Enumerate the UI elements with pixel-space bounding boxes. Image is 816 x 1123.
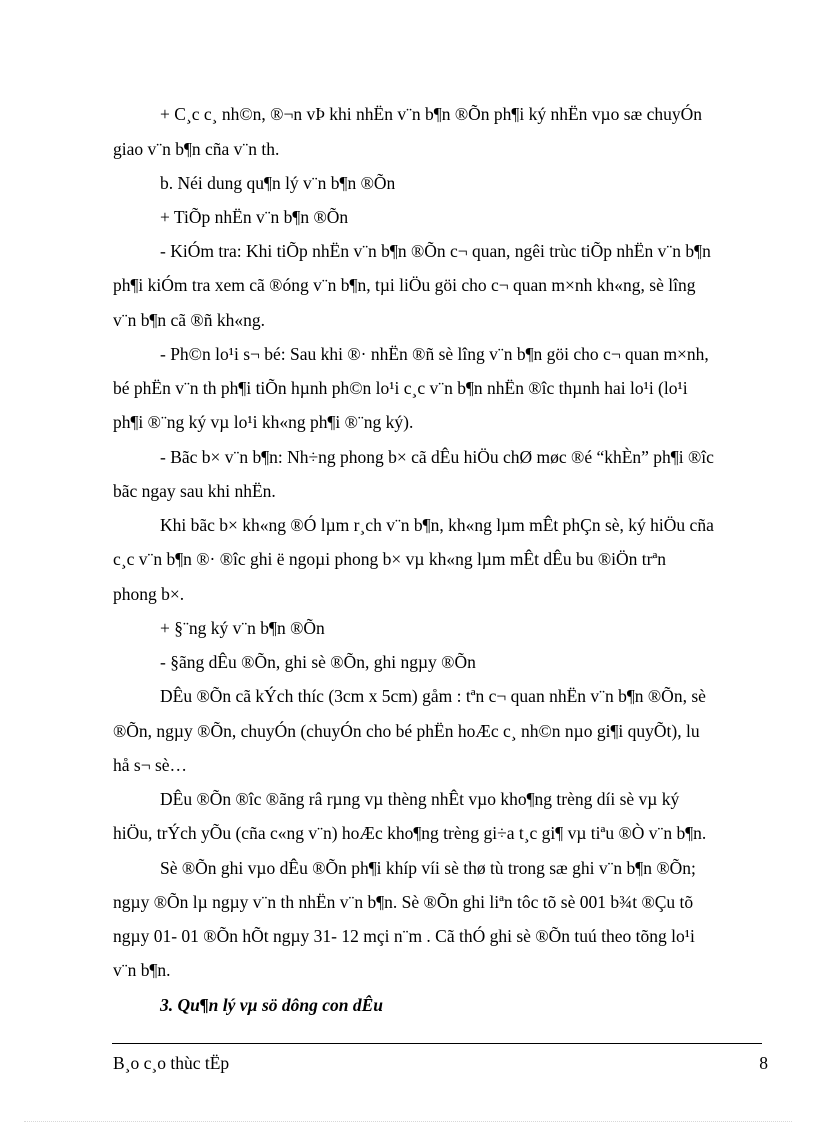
subsection-heading: + TiÕp nhËn v¨n b¶n ®Õn xyxy=(160,207,349,227)
paragraph-line: Khi bãc b× kh«ng ®Ó lµm r¸ch v¨n b¶n, kh«ng lµm mÊt phÇn sè, ký hiÖu cña xyxy=(160,515,714,535)
paragraph-line: ngµy ®Õn lµ ngµy v¨n th nhËn v¨n b¶n. Sè ®Õn ghi liªn tôc tõ sè 001 b¾t ®Çu tõ xyxy=(113,892,694,912)
paragraph-line: ph¶i ®¨ng ký vµ lo¹i kh«ng ph¶i ®¨ng ký). xyxy=(113,412,414,432)
page-number: 8 xyxy=(759,1053,768,1073)
paragraph-line: - Bãc b× v¨n b¶n: Nh÷ng phong b× cã dÊu hiÖu chØ møc ®é “khÈn” ph¶i ®îc xyxy=(160,447,714,467)
paragraph-line: Sè ®Õn ghi vµo dÊu ®Õn ph¶i khíp víi sè thø tù trong sæ ghi v¨n b¶n ®Õn; xyxy=(160,858,696,878)
paragraph-line: v¨n b¶n cã ®ñ kh«ng. xyxy=(113,310,265,330)
subsection-heading: b. Néi dung qu¶n lý v¨n b¶n ®Õn xyxy=(160,173,396,193)
footer-title: B¸o c¸o thùc tËp xyxy=(113,1053,230,1073)
paragraph-line: ph¶i kiÓm tra xem cã ®óng v¨n b¶n, tµi liÖu göi cho c¬ quan m×nh kh«ng, sè lîng xyxy=(113,275,696,295)
paragraph-line: - §ãng dÊu ®Õn, ghi sè ®Õn, ghi ngµy ®Õn xyxy=(160,652,476,672)
paragraph-line: phong b×. xyxy=(113,584,185,604)
paragraph-line: bãc ngay sau khi nhËn. xyxy=(113,481,276,501)
paragraph-line: DÊu ®Õn cã kÝch thíc (3cm x 5cm) gåm : tªn c¬ quan nhËn v¨n b¶n ®Õn, sè xyxy=(160,686,706,706)
paragraph-line: c¸c v¨n b¶n ®· ®îc ghi ë ngoµi phong b× vµ kh«ng lµm mÊt dÊu bu ®iÖn trªn xyxy=(113,549,667,569)
footer-divider xyxy=(112,1043,762,1044)
paragraph-line: - KiÓm tra: Khi tiÕp nhËn v¨n b¶n ®Õn c¬ quan, ngêi trùc tiÕp nhËn v¨n b¶n xyxy=(160,241,711,261)
paragraph-line: bé phËn v¨n th ph¶i tiÕn hµnh ph©n lo¹i c¸c v¨n b¶n nhËn ®îc thµnh hai lo¹i (lo¹i xyxy=(113,378,688,398)
paragraph-line: giao v¨n b¶n cña v¨n th. xyxy=(113,139,280,159)
paragraph-line: ®Õn, ngµy ®Õn, chuyÓn (chuyÓn cho bé phËn hoÆc c¸ nh©n nµo gi¶i quyÕt), lu xyxy=(113,721,700,741)
paragraph-line: v¨n b¶n. xyxy=(113,960,171,980)
paragraph-line: - Ph©n lo¹i s¬ bé: Sau khi ®· nhËn ®ñ sè lîng v¨n b¶n göi cho c¬ quan m×nh, xyxy=(160,344,709,364)
paragraph-line: hå s¬ sè… xyxy=(113,755,188,775)
paragraph-line: DÊu ®Õn ®îc ®ãng râ rµng vµ thèng nhÊt vµo kho¶ng trèng díi sè vµ ký xyxy=(160,789,680,809)
paragraph-line: hiÖu, trÝch yÕu (cña c«ng v¨n) hoÆc kho¶ng trèng gi÷a t¸c gi¶ vµ tiªu ®Ò v¨n b¶n. xyxy=(113,823,707,843)
page-edge xyxy=(24,1121,792,1122)
subsection-heading: + §¨ng ký v¨n b¶n ®Õn xyxy=(160,618,325,638)
paragraph-line: ngµy 01- 01 ®Õn hÕt ngµy 31- 12 mçi n¨m . Cã thÓ ghi sè ®Õn tuú theo tõng lo¹i xyxy=(113,926,695,946)
paragraph-line: + C¸c c¸ nh©n, ®¬n vÞ khi nhËn v¨n b¶n ®Õn ph¶i ký nhËn vµo sæ chuyÓn xyxy=(160,104,702,124)
section-heading: 3. Qu¶n lý vµ sö dông con dÊu xyxy=(160,995,384,1015)
